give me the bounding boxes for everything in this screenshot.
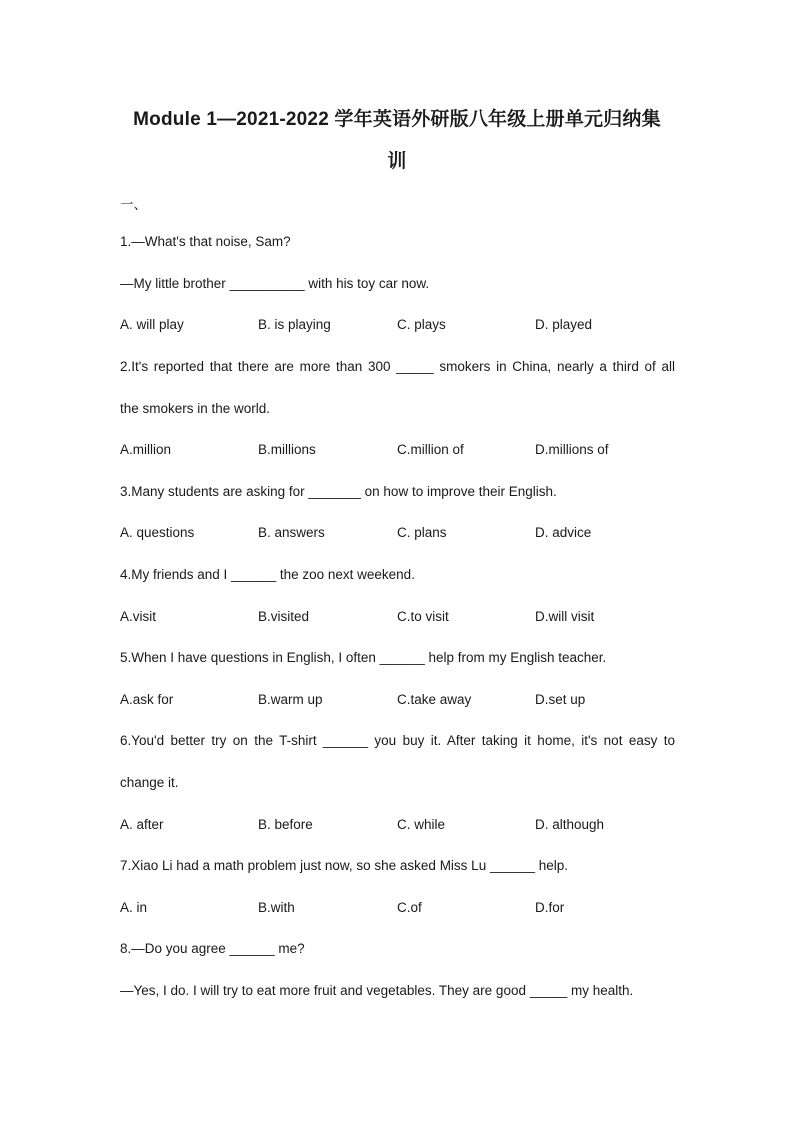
option-d: D. advice [535, 525, 592, 540]
option-b: B. is playing [258, 317, 331, 332]
option-b: B.millions [258, 442, 316, 457]
option-c: C.take away [397, 692, 472, 707]
option-c: C.to visit [397, 609, 449, 624]
option-b: B. before [258, 817, 313, 832]
option-a: A. in [120, 900, 148, 915]
section-number: 一、 [120, 197, 147, 212]
option-a: A. questions [120, 525, 195, 540]
question-2-text-line-2: the smokers in the world. [120, 401, 271, 416]
question-1-text-line-2: —My little brother __________ with his toy car now. [120, 276, 430, 291]
question-1-text: 1.—What's that noise, Sam? [120, 234, 291, 249]
question-2-text: 2.It's reported that there are more than 300 _____ smokers in China, nearly a third of all [120, 359, 675, 374]
option-c: C.million of [397, 442, 464, 457]
question-7-text: 7.Xiao Li had a math problem just now, so she asked Miss Lu ______ help. [120, 858, 569, 873]
option-d: D.will visit [535, 609, 595, 624]
option-c: C. while [397, 817, 446, 832]
option-a: A.visit [120, 609, 157, 624]
option-d: D.for [535, 900, 565, 915]
option-d: D.millions of [535, 442, 609, 457]
question-8-text: 8.—Do you agree ______ me? [120, 941, 305, 956]
option-d: D. played [535, 317, 593, 332]
option-a: A. will play [120, 317, 184, 332]
question-5-text: 5.When I have questions in English, I often ______ help from my English teacher. [120, 650, 607, 665]
option-a: A.million [120, 442, 172, 457]
option-a: A.ask for [120, 692, 174, 707]
document-title: Module 1—2021-2022 学年英语外研版八年级上册单元归纳集 [133, 109, 661, 130]
question-4-text: 4.My friends and I ______ the zoo next weekend. [120, 567, 415, 582]
option-d: D. although [535, 817, 605, 832]
option-d: D.set up [535, 692, 586, 707]
question-6-text: 6.You'd better try on the T-shirt ______ you buy it. After taking it home, it's not easy to [120, 733, 675, 748]
question-3-text: 3.Many students are asking for _______ on how to improve their English. [120, 484, 557, 499]
option-a: A. after [120, 817, 164, 832]
option-b: B.visited [258, 609, 310, 624]
option-b: B.with [258, 900, 295, 915]
option-b: B.warm up [258, 692, 323, 707]
option-b: B. answers [258, 525, 325, 540]
option-c: C.of [397, 900, 422, 915]
option-c: C. plans [397, 525, 447, 540]
document-title-continued: 训 [387, 151, 407, 172]
option-c: C. plays [397, 317, 446, 332]
question-6-text-line-2: change it. [120, 775, 179, 790]
question-8-text-line-2: —Yes, I do. I will try to eat more fruit and vegetables. They are good _____ my health. [120, 983, 634, 998]
